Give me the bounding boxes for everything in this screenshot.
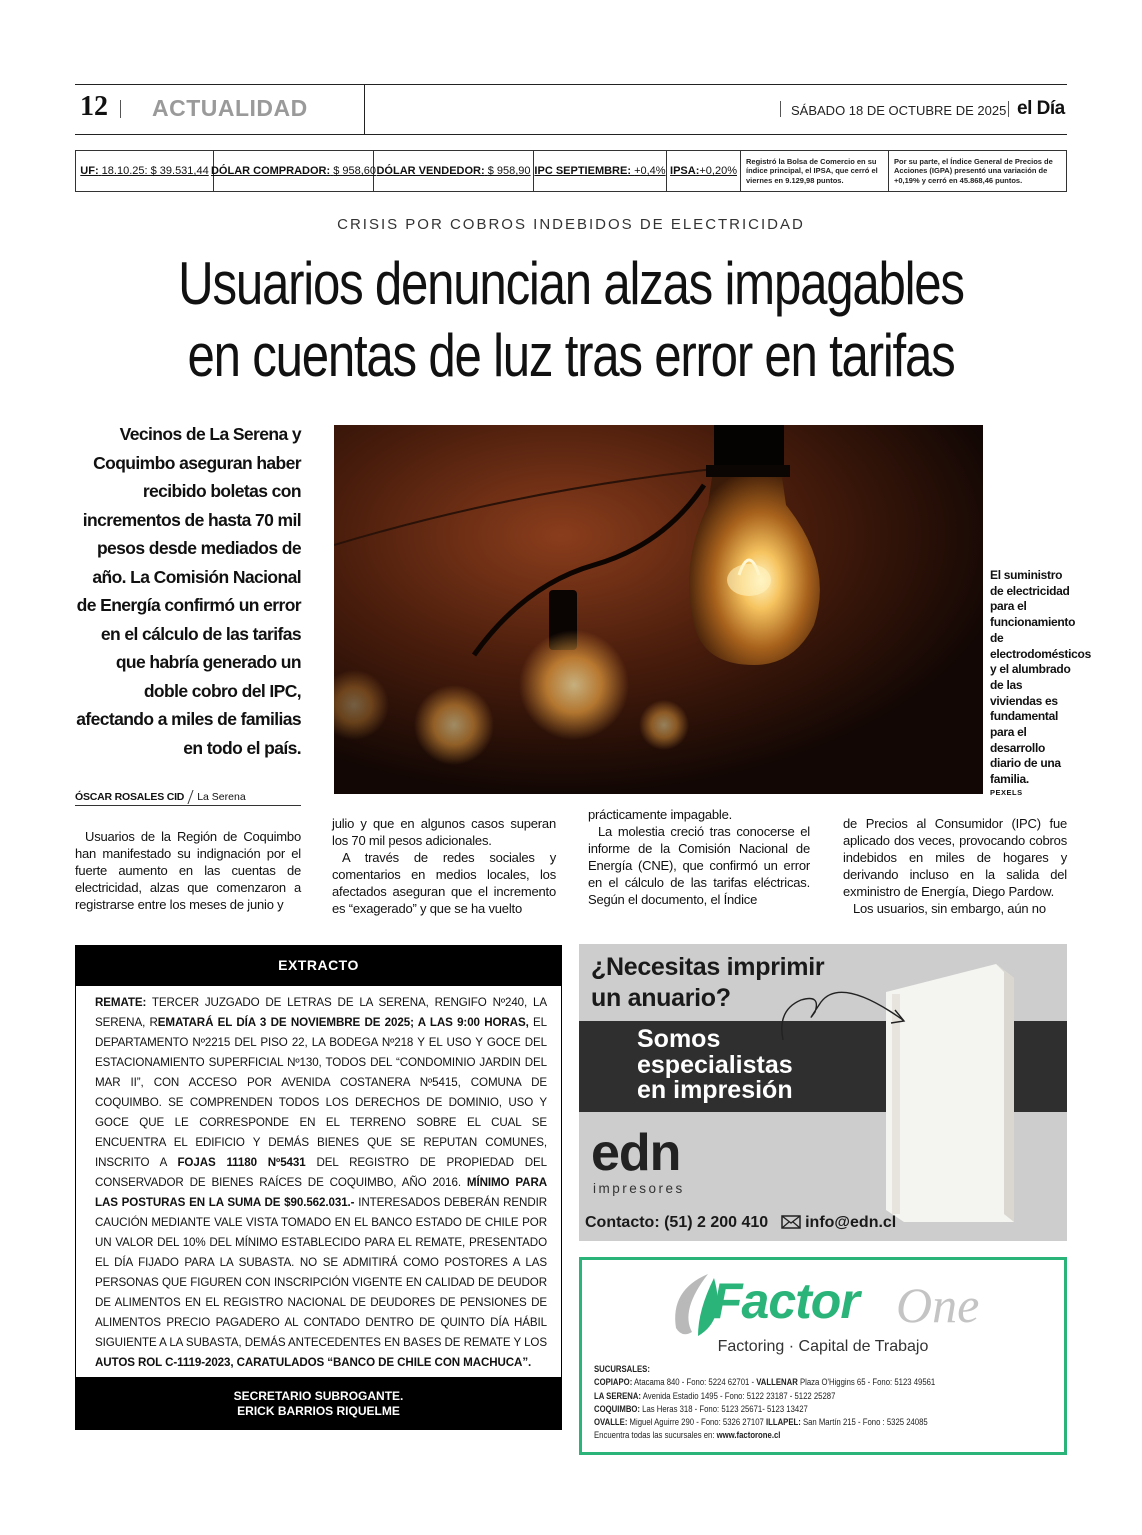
article-column-2 [332,815,556,917]
edn-logo: edn [591,1124,681,1182]
branch-address: Miguel Aguirre 290 - Fono: 5326 27107 [627,1417,766,1428]
headline-line: Usuarios denuncian alzas impagables [178,250,964,317]
signature-name: ERICK BARRIOS RIQUELME [237,1404,400,1418]
factor-one-tagline: Factoring · Capital de Trabajo [717,1338,929,1355]
ad-spec-line: especialistas [637,1050,793,1079]
branch-city: ILLAPEL: [765,1417,801,1428]
lightbulb-photo [334,425,983,794]
author-name: ÓSCAR ROSALES CID [75,791,185,803]
indicator-label: DÓLAR VENDEDOR: [376,165,485,177]
ad-contact [585,1214,896,1234]
issue-date: SÁBADO 18 DE OCTUBRE DE 2025 [791,103,1007,118]
branch-line [594,1429,935,1442]
indicator-value: +0,20% [699,165,737,177]
factor-one-logo [668,1270,1048,1340]
extracto-bold: MÍNIMO PARA LAS POSTURAS EN LA SUMA DE $90.562.031.- [95,1176,547,1209]
ad-email: info@edn.cl [805,1214,897,1231]
article-paragraph: La molestia creció tras conocerse el informe de la Comisión Nacional de Energía (CNE), que confirmó un error en el cálculo de las tarifas eléctricas. Según el documento, el Índice [588,824,810,907]
byline-location: La Serena [197,791,246,803]
ad-spec-line: Somos [637,1025,721,1053]
branch-line [594,1390,935,1403]
branch-city: COPIAPO: [594,1377,633,1388]
branch-line [594,1376,935,1389]
article-column-4 [843,815,1067,917]
indicator-dolar-vendedor [374,151,534,191]
header-bottom-rule [75,134,1067,135]
byline-rule [75,805,301,806]
article-lead: Vecinos de La Serena y Coquimbo aseguran haber recibido boletas con incrementos de hasta 70 mil pesos desde mediados de año. La Comisión Nacional de Energía confirmó un error en el cálculo de las tarifas que habría generado un doble cobro del IPC, afectando a miles de familias en todo el país. [76,424,301,758]
indicator-label: IPC SEPTIEMBRE: [534,165,631,177]
extracto-text: INTERESADOS DEBERÁN RENDIR CAUCIÓN MEDIANTE VALE VISTA TOMADO EN EL BANCO ESTADO DE CHILE POR UN VALOR DEL 10% DEL MÍNIMO ESTABLECIDO PARA EL REMATE, PRESENTADO EL DÍA FIJADO PARA LA SUBASTA. NO SE ADMITIRÁ COMO POSTORES A LAS PERSONAS QUE FIGUREN CON INSCRIPCIÓN VIGENTE EN CALIDAD DE DEUDOR DE ALIMENTOS EN EL REGISTRO NACIONAL DE DEUDORES DE PENSIONES DE ALIMENTOS PRECIO PAGADERO AL CONTADO DENTRO DE QUINTO DÍA HÁBIL SIGUIENTE A LA SUBASTA, DEMÁS ANTECEDENTES EN BASES DE REMATE Y LOS [95,1196,547,1349]
mail-icon [781,1215,801,1234]
branch-text: Encuentra todas las sucursales en: [594,1430,717,1441]
divider [780,101,781,117]
factor-one-ad [579,1257,1067,1455]
article-paragraph: julio y que en algunos casos superan los 70 mil pesos adicionales. [332,816,556,848]
header-top-rule [75,84,1067,85]
ad-spec-line: en impresión [637,1076,793,1104]
branch-city: OVALLE: [594,1417,628,1428]
indicator-value: 18.10.25: $ 39.531,44 [101,165,209,177]
extracto-bold: REMATE: [95,996,147,1009]
extracto-body [95,993,547,1373]
extracto-text: EL DEPARTAMENTO Nº2215 DEL PISO 22, LA BODEGA Nº218 Y EL USO Y GOCE DEL ESTACIONAMIENTO SUPERFICIAL Nº130, TODOS DEL “CONDOMINIO JARDIN DEL MAR II”, CON ACCESO POR AVENIDA COSTANERA Nº5415, COMUNA DE COQUIMBO. SE COMPRENDEN TODOS LOS DERECHOS DE DOMINIO, USO Y GOCE QUE LE CORRESPONDE EN EL TERRENO SOBRE EL CUAL SE ENCUENTRA EL EDIFICIO Y DEMÁS BIENES QUE SE REPUTAN COMUNES, INSCRITO A [95,1016,548,1169]
divider [120,100,121,118]
indicator-label: UF: [80,165,99,177]
article-paragraph: de Precios al Consumidor (IPC) fue aplicado dos veces, provocando cobros indebidos en miles de hogares y derivando incluso en la salida del exministro de Energía, Diego Pardow. [843,816,1067,899]
indicator-note-ipsa: Registró la Bolsa de Comercio en su índice principal, el IPSA, que cerró el viernes en 9.129,98 puntos. [741,151,889,191]
divider [364,85,365,134]
newspaper-logo: el Día [1017,98,1065,119]
ad-question-line: un anuario? [591,984,731,1012]
indicator-label: IPSA: [670,165,700,177]
article-column-1 [75,828,301,913]
branch-city: VALLENAR [756,1377,798,1388]
indicator-label: DÓLAR COMPRADOR: [210,165,331,177]
extracto-bold: EMATARÁ EL DÍA 3 DE NOVIEMBRE DE 2025; A LAS 9:00 HORAS, [157,1016,529,1029]
extracto-signature [76,1377,561,1429]
byline [75,790,246,804]
extracto-title: EXTRACTO [76,946,561,986]
article-paragraph: Los usuarios, sin embargo, aún no [853,901,1046,916]
branch-line [594,1403,935,1416]
branch-address: San Martín 215 - Fono : 5325 24085 [800,1417,928,1428]
photo-credit: PEXELS [990,788,1023,797]
article-paragraph: A través de redes sociales y comentarios en medios locales, los afectados aseguran que el incremento es “exagerado” y que se ha vuelto [332,850,556,916]
edn-printing-ad [579,944,1067,1241]
extracto-text: TERCER JUZGADO DE LETRAS DE LA SERENA, RENGIFO Nº240, LA SERENA, R [95,996,547,1029]
ad-phone: Contacto: (51) 2 200 410 [585,1214,769,1231]
article-kicker: CRISIS POR COBROS INDEBIDOS DE ELECTRICIDAD [337,216,805,233]
extracto-bold: FOJAS 11180 Nº5431 [177,1156,306,1169]
extracto-bold: AUTOS ROL C-1119-2023, CARATULADOS “BANCO DE CHILE CON MACHUCA”. [95,1356,532,1369]
article-column-3 [588,806,810,908]
divider [1008,101,1009,117]
article-headline [152,248,990,392]
branch-city: COQUIMBO: [594,1403,641,1414]
indicator-value: +0,4% [634,165,666,177]
factor-one-website: www.factorone.cl [716,1430,781,1441]
branch-heading: SUCURSALES: [594,1364,650,1374]
article-paragraph: prácticamente impagable. [588,807,733,822]
ad-specialists-text [637,1027,793,1104]
branch-address: Avenida Estadio 1495 - Fono: 5122 23187 - 5122 25287 [641,1390,836,1401]
headline-line: en cuentas de luz tras error en tarifas [187,322,955,389]
photo-caption: El suministro de electricidad para el funcionamiento de electrodomésticos y el alumbrado de las viviendas es fundamental para el desarrollo diario de una familia. [990,568,1091,787]
ad-question-line: ¿Necesitas imprimir [591,953,825,981]
indicator-value: $ 958,90 [487,165,531,177]
legal-notice-extracto [75,945,562,1430]
indicator-uf [76,151,214,191]
branch-address: Atacama 840 - Fono: 5224 62701 - [632,1377,757,1388]
signature-title: SECRETARIO SUBROGANTE. [233,1389,404,1403]
indicator-value: $ 958,60 [333,165,377,177]
lightbulb-image [334,425,983,794]
branch-line [594,1416,935,1429]
indicator-dolar-comprador [210,151,377,191]
indicator-ipc [534,151,667,191]
section-title: ACTUALIDAD [152,95,308,121]
branch-city: LA SERENA: [594,1390,642,1401]
edn-logo-subtitle: impresores [593,1181,685,1196]
extracto-text: DEL REGISTRO DE PROPIEDAD DEL CONSERVADOR DE BIENES RAÍCES DE COQUIMBO, AÑO 2016. [95,1156,548,1189]
economic-indicators-bar [75,150,1067,192]
branch-address: Plaza O'Higgins 65 - Fono: 5123 49561 [797,1377,936,1388]
byline-slash [188,790,194,804]
branch-list [594,1363,935,1443]
curved-arrow-icon [775,958,915,1048]
indicator-note-igpa: Por su parte, el Índice General de Precios de Acciones (IGPA) presentó una variación de +0,19% y cerró en 45.868,46 puntos. [894,156,1053,185]
factor-one-brand-script: One [896,1277,980,1333]
indicator-ipsa [667,151,741,191]
branch-address: Las Heras 318 - Fono: 5123 25671- 5123 13427 [640,1403,808,1414]
page-number: 12 [80,91,108,122]
article-paragraph: Usuarios de la Región de Coquimbo han manifestado su indignación por el fuerte aumento en las cuentas de electricidad, alzas que comenzaron a registrarse entre los meses de junio y [75,829,301,912]
factor-one-brand: Factor [712,1273,859,1329]
